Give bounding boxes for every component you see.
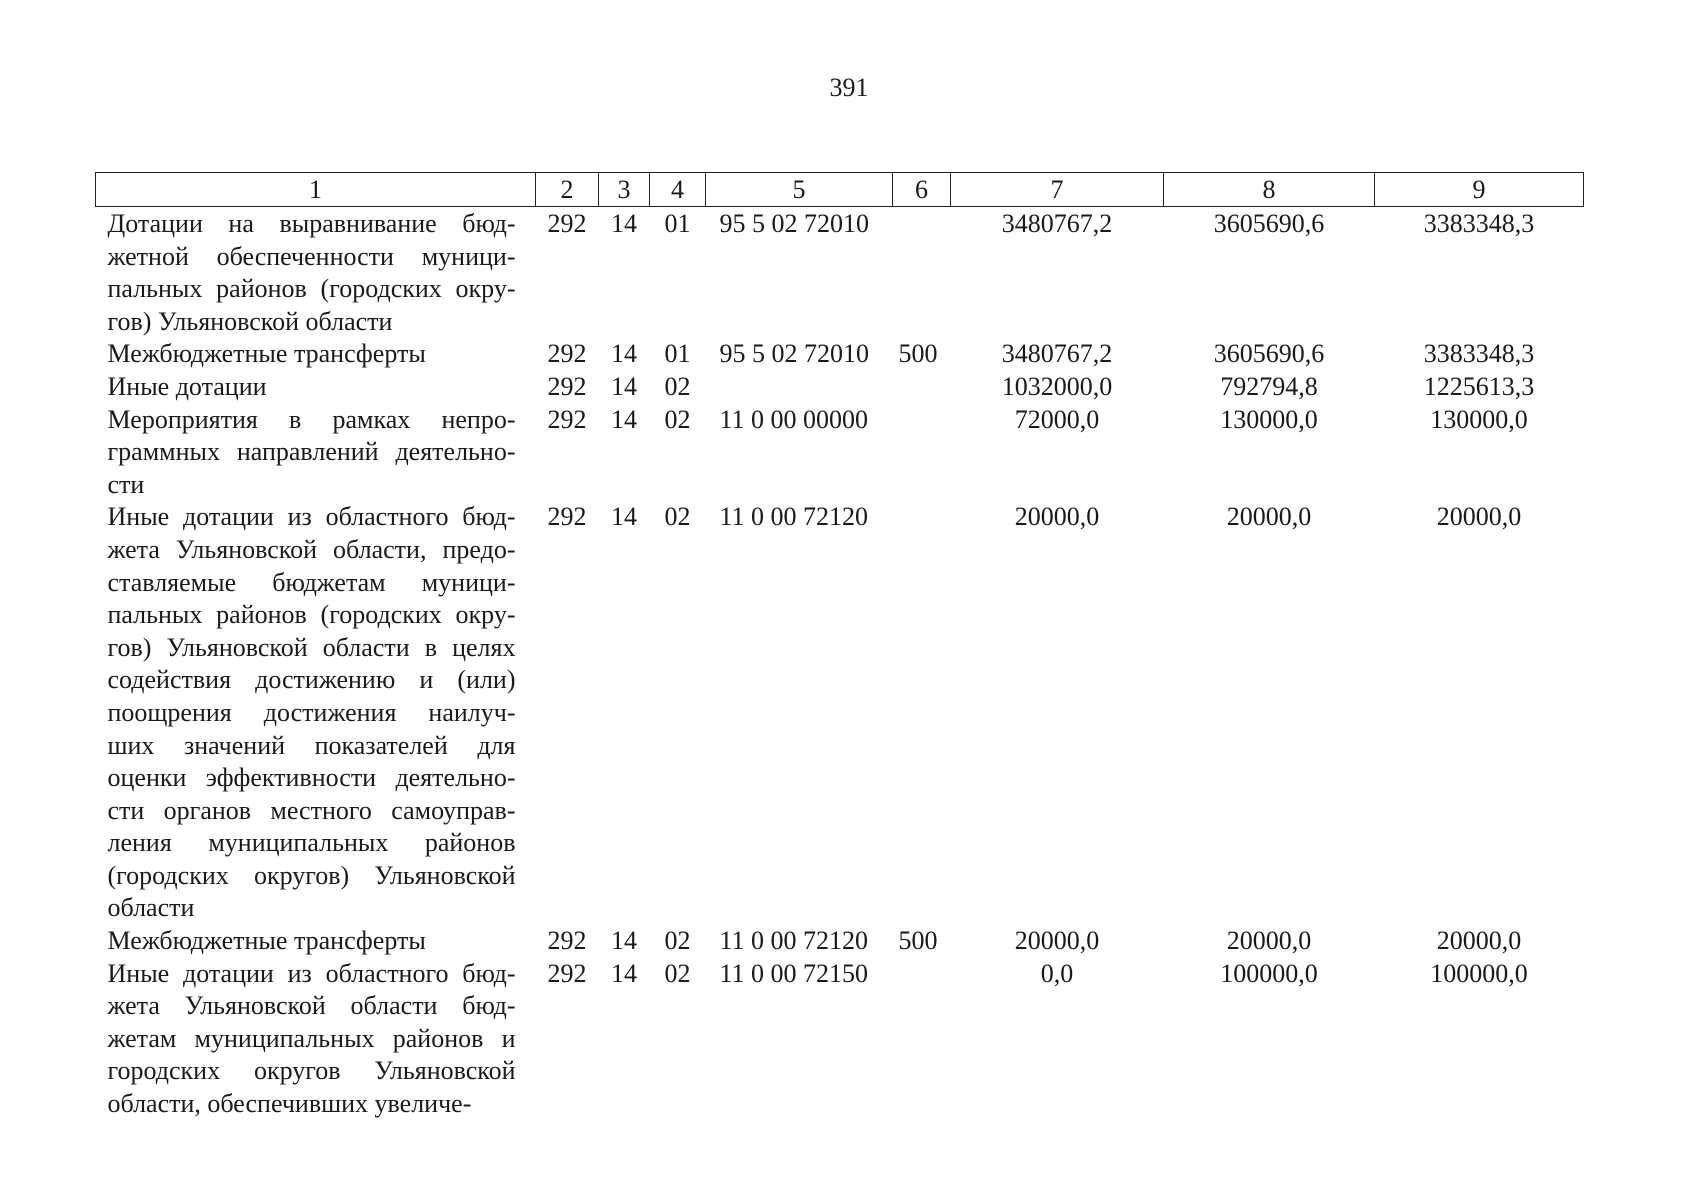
cell-amount-col8: 792794,8 <box>1220 371 1318 401</box>
item-name-line: граммных направлений деятельно- <box>107 437 516 467</box>
item-name-line: жетной обеспеченности муници- <box>107 241 516 271</box>
table-row <box>96 958 1584 1121</box>
item-name-line: городских округов Ульяновской <box>107 1056 516 1086</box>
item-name-line: ставляемые бюджетам муници- <box>107 567 516 597</box>
column-header-7: 7 <box>951 173 1164 207</box>
cell-subsection: 02 <box>664 502 691 532</box>
cell-amount-col8: 3605690,6 <box>1213 339 1325 369</box>
item-name-line: жета Ульяновской области бюд- <box>107 991 516 1021</box>
table-row <box>96 501 1584 925</box>
cell-item-name <box>96 371 536 404</box>
column-header-4: 4 <box>650 173 706 207</box>
cell-amount-col9: 100000,0 <box>1430 958 1528 988</box>
cell-expense-type: 500 <box>898 926 938 956</box>
cell-amount-col7: 3480767,2 <box>1001 339 1113 369</box>
cell-expense-type <box>893 404 951 502</box>
item-name-line: гов) Ульяновской области <box>107 306 393 336</box>
column-header-3: 3 <box>599 173 650 207</box>
cell-expense-type: 500 <box>898 339 938 369</box>
cell-grbs: 292 <box>547 339 587 369</box>
table-row <box>96 338 1584 371</box>
item-name-line: содействия достижению и (или) <box>107 665 516 695</box>
item-name-line: гов) Ульяновской области в целях <box>107 632 516 662</box>
cell-item-name <box>96 404 536 502</box>
cell-item-name <box>96 207 536 339</box>
cell-amount-col7: 20000,0 <box>1014 502 1100 532</box>
budget-table <box>95 172 1584 1121</box>
cell-item-name <box>96 958 536 1121</box>
cell-section: 14 <box>611 371 637 401</box>
cell-item-name <box>96 338 536 371</box>
header-row <box>96 173 1584 207</box>
cell-section: 14 <box>611 339 637 369</box>
cell-subsection: 02 <box>664 371 691 401</box>
cell-subsection: 02 <box>664 926 691 956</box>
cell-grbs: 292 <box>547 502 587 532</box>
cell-amount-col9: 3383348,3 <box>1423 339 1535 369</box>
cell-expense-type <box>893 501 951 925</box>
item-name-line: жета Ульяновской области, предо- <box>107 534 516 564</box>
cell-grbs: 292 <box>547 958 587 988</box>
item-name-line: Межбюджетные трансферты <box>107 339 426 369</box>
cell-subsection: 01 <box>664 209 691 238</box>
cell-target-article: 11 0 00 72120 <box>719 926 869 956</box>
cell-section: 14 <box>611 209 637 238</box>
column-header-5: 5 <box>706 173 893 207</box>
table-row <box>96 404 1584 502</box>
cell-amount-col7: 20000,0 <box>1014 926 1100 956</box>
cell-amount-col9: 130000,0 <box>1430 404 1528 434</box>
cell-grbs: 292 <box>547 371 587 401</box>
cell-target-article <box>706 371 893 404</box>
cell-amount-col7: 3480767,2 <box>1001 209 1113 238</box>
cell-section: 14 <box>611 502 637 532</box>
cell-subsection: 02 <box>664 404 691 434</box>
cell-amount-col8: 20000,0 <box>1226 502 1312 532</box>
item-name-line: Дотации на выравнивание бюд- <box>107 209 516 238</box>
table-row <box>96 371 1584 404</box>
item-name-line: сти <box>107 469 145 499</box>
cell-expense-type <box>893 958 951 1121</box>
cell-amount-col8: 20000,0 <box>1226 926 1312 956</box>
table-header <box>96 173 1584 207</box>
cell-amount-col8: 3605690,6 <box>1213 209 1325 238</box>
column-header-8: 8 <box>1164 173 1375 207</box>
item-name-line: Иные дотации из областного бюд- <box>107 958 516 988</box>
item-name-line: Иные дотации <box>107 371 267 401</box>
cell-amount-col9: 20000,0 <box>1436 926 1522 956</box>
cell-target-article: 95 5 02 72010 <box>719 339 869 369</box>
cell-amount-col7: 72000,0 <box>1014 404 1100 434</box>
cell-item-name <box>96 925 536 958</box>
cell-target-article: 11 0 00 72150 <box>719 958 869 988</box>
cell-amount-col7: 1032000,0 <box>1001 371 1113 401</box>
column-header-9: 9 <box>1375 173 1584 207</box>
cell-section: 14 <box>611 958 637 988</box>
cell-amount-col7: 0,0 <box>1040 958 1074 988</box>
cell-amount-col9: 20000,0 <box>1436 502 1522 532</box>
cell-target-article: 11 0 00 00000 <box>719 404 869 434</box>
item-name-line: Мероприятия в рамках непро- <box>107 404 516 434</box>
table-row <box>96 207 1584 339</box>
item-name-line: области, обеспечивших увеличе- <box>107 1089 472 1119</box>
cell-amount-col8: 100000,0 <box>1220 958 1318 988</box>
item-name-line: области <box>107 893 195 923</box>
cell-target-article: 95 5 02 72010 <box>719 209 869 238</box>
item-name-line: поощрения достижения наилуч- <box>107 697 516 727</box>
table-body <box>96 207 1584 1121</box>
column-header-6: 6 <box>893 173 951 207</box>
column-header-1: 1 <box>96 173 536 207</box>
cell-grbs: 292 <box>547 209 587 238</box>
cell-amount-col9: 3383348,3 <box>1423 209 1535 238</box>
column-header-2: 2 <box>536 173 599 207</box>
cell-grbs: 292 <box>547 404 587 434</box>
cell-section: 14 <box>611 404 637 434</box>
cell-expense-type <box>893 207 951 339</box>
item-name-line: (городских округов) Ульяновской <box>107 860 516 890</box>
item-name-line: ления муниципальных районов <box>107 828 516 858</box>
item-name-line: пальных районов (городских окру- <box>107 274 516 304</box>
page-number: 391 <box>829 73 869 102</box>
cell-item-name <box>96 501 536 925</box>
table-row <box>96 925 1584 958</box>
cell-expense-type <box>893 371 951 404</box>
item-name-line: оценки эффективности деятельно- <box>107 763 516 793</box>
item-name-line: жетам муниципальных районов и <box>107 1023 516 1053</box>
cell-grbs: 292 <box>547 926 587 956</box>
cell-amount-col9: 1225613,3 <box>1423 371 1535 401</box>
cell-amount-col8: 130000,0 <box>1220 404 1318 434</box>
cell-subsection: 01 <box>664 339 691 369</box>
cell-target-article: 11 0 00 72120 <box>719 502 869 532</box>
cell-subsection: 02 <box>664 958 691 988</box>
item-name-line: ших значений показателей для <box>107 730 516 760</box>
item-name-line: сти органов местного самоуправ- <box>107 795 516 825</box>
item-name-line: Межбюджетные трансферты <box>107 926 426 956</box>
item-name-line: пальных районов (городских окру- <box>107 600 516 630</box>
cell-section: 14 <box>611 926 637 956</box>
item-name-line: Иные дотации из областного бюд- <box>107 502 516 532</box>
